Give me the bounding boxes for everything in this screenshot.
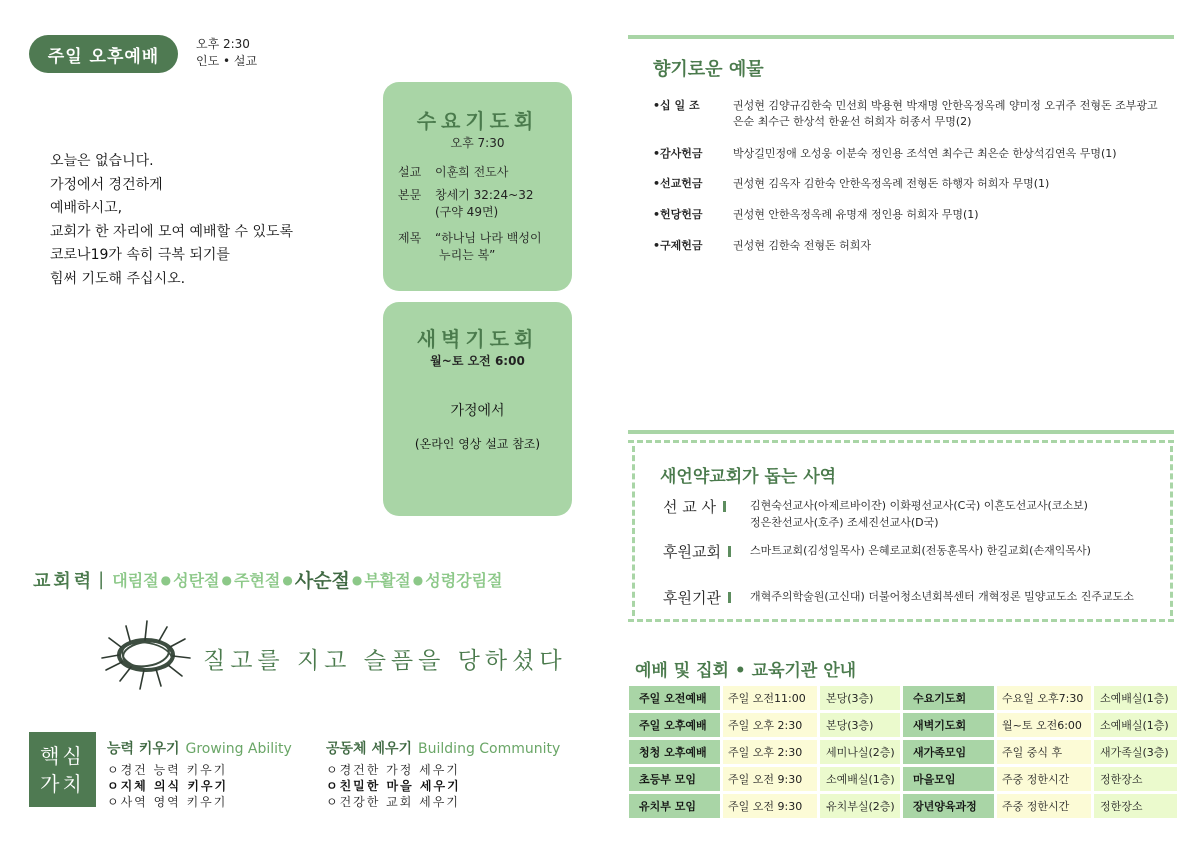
- season-christmas: 성탄절: [173, 571, 220, 590]
- offering-names: 권성현 안한옥정옥례 유명재 정인용 허희자 무명(1): [733, 208, 979, 221]
- mission-label: 후원기관: [663, 587, 750, 608]
- schedule-time: 주일 오전 9:30: [723, 767, 817, 791]
- core-value-item: ㅇ건강한 교회 세우기: [326, 795, 460, 809]
- bar-marker-icon: [728, 592, 731, 603]
- mission-row-churches: [663, 541, 1091, 562]
- schedule-time: 월~토 오전6:00: [997, 713, 1091, 737]
- core-value-item: ㅇ지체 의식 키우기: [107, 779, 229, 793]
- sunday-pm-info: [196, 36, 257, 70]
- wednesday-row-preacher: [398, 164, 508, 181]
- calendar-divider: |: [98, 569, 105, 590]
- mission-label: 선 교 사: [663, 496, 750, 517]
- notice-line: 코로나19가 속히 극복 되기를: [50, 247, 230, 263]
- missions-title: 새언약교회가 돕는 사역: [660, 467, 837, 487]
- offering-label: •헌당헌금: [653, 208, 703, 221]
- mission-names: 김현숙선교사(아제르바이잔) 이화평선교사(C국) 이흔도선교사(코소보): [750, 499, 1088, 512]
- row-label: 본문: [398, 188, 422, 202]
- section-divider: [628, 430, 1174, 434]
- schedule-name: 초등부 모임: [629, 767, 720, 791]
- dawn-time: 월~토 오전 6:00: [430, 354, 525, 368]
- schedule-place: 본당(3층): [820, 713, 900, 737]
- offering-names: 박상길민정애 오성웅 이분숙 정인용 조석연 최수근 최은순 한상석김연옥 무명(1): [733, 147, 1117, 160]
- sunday-pm-time: 오후 2:30: [196, 37, 250, 51]
- schedule-table: [629, 686, 1177, 818]
- schedule-name: 장년양육과정: [903, 794, 994, 818]
- bullet-dot-icon: ●: [221, 572, 232, 587]
- row-value: 창세기 32:24~32: [435, 188, 534, 202]
- schedule-place: 유치부실(2층): [820, 794, 900, 818]
- bullet-dot-icon: ●: [160, 572, 172, 587]
- core-value-item: ㅇ사역 영역 키우기: [107, 795, 228, 809]
- core-value-item: ㅇ경건 능력 키우기: [107, 763, 228, 777]
- sunday-pm-notice: [50, 150, 293, 291]
- offerings-title: 향기로운 예물: [653, 59, 764, 80]
- schedule-time: 주일 오전11:00: [723, 686, 817, 710]
- schedule-place: 본당(3층): [820, 686, 900, 710]
- offering-row-building: [653, 207, 1163, 223]
- dawn-note: (온라인 영상 설교 참조): [414, 437, 541, 451]
- schedule-time: 수요일 오후7:30: [997, 686, 1091, 710]
- core-values-box: [29, 732, 96, 807]
- dashed-border: [1170, 446, 1173, 616]
- row-value: “하나님 나라 백성이: [435, 231, 542, 245]
- season-advent: 대림절: [112, 571, 159, 590]
- core-values-label: 핵심: [40, 743, 85, 768]
- core-value-item: ㅇ경건한 가정 세우기: [326, 763, 460, 777]
- schedule-place: 소예배실(1층): [1094, 713, 1177, 737]
- heading-ko: 능력 키우기: [107, 741, 180, 757]
- dawn-title: 새벽기도회: [416, 327, 539, 351]
- wednesday-title: 수요기도회: [416, 109, 539, 133]
- core-value-heading: [107, 738, 292, 758]
- schedule-name: 유치부 모임: [629, 794, 720, 818]
- wednesday-time: 오후 7:30: [450, 136, 505, 150]
- core-value-item: ㅇ친밀한 마을 세우기: [326, 779, 461, 793]
- heading-ko: 공동체 세우기: [326, 741, 413, 757]
- offering-label: •선교헌금: [653, 177, 703, 190]
- schedule-time: 주일 오전 9:30: [723, 794, 817, 818]
- season-lent-current: 사순절: [294, 570, 350, 592]
- schedule-name: 주일 오전예배: [629, 686, 720, 710]
- calendar-label: 교회력: [33, 570, 95, 592]
- mission-row-missionaries: [663, 496, 1088, 531]
- mission-names: 정은찬선교사(호주) 조세진선교사(D국): [750, 516, 939, 529]
- mission-names: 스마트교회(김성일목사) 은혜로교회(전동훈목사) 한길교회(손재익목사): [750, 544, 1091, 557]
- schedule-place: 정한장소: [1094, 794, 1177, 818]
- season-epiphany: 주현절: [233, 571, 281, 590]
- lent-message: 질고를 지고 슬픔을 당하셨다: [203, 648, 567, 674]
- notice-line: 가정에서 경건하게: [50, 176, 163, 193]
- season-pentecost: 성령강림절: [425, 571, 503, 590]
- heading-en: Growing Ability: [185, 741, 292, 757]
- schedule-time: 주일 오후 2:30: [723, 740, 817, 764]
- core-value-heading: [326, 738, 560, 758]
- offering-row-tithe: [653, 98, 1163, 130]
- schedule-place: 소예배실(1층): [1094, 686, 1177, 710]
- wednesday-row-text: [398, 187, 534, 221]
- notice-line: 오늘은 없습니다.: [50, 153, 154, 169]
- offering-label: •십 일 조: [653, 99, 700, 112]
- offering-label: •구제헌금: [653, 239, 703, 252]
- offering-names: 권성현 김한숙 전형돈 허희자: [733, 239, 872, 252]
- offering-row-thanks: [653, 146, 1163, 162]
- row-value: (구약 49면): [435, 205, 499, 219]
- schedule-name: 수요기도회: [903, 686, 994, 710]
- mission-label: 후원교회: [663, 541, 750, 562]
- crown-of-thorns-icon: [100, 618, 192, 692]
- wednesday-prayer-box: [383, 82, 572, 291]
- dawn-prayer-box: [383, 302, 572, 516]
- core-value-group-community: [326, 738, 560, 810]
- dashed-border: [628, 440, 1174, 443]
- dashed-border: [632, 446, 635, 616]
- offering-row-mission: [653, 176, 1163, 192]
- row-label: 제목: [398, 231, 422, 245]
- schedule-place: 세미나실(2층): [820, 740, 900, 764]
- bullet-dot-icon: ●: [282, 572, 293, 587]
- schedule-name: 새가족모임: [903, 740, 994, 764]
- schedule-place: 정한장소: [1094, 767, 1177, 791]
- row-value: 누리는 복”: [439, 248, 496, 262]
- offering-row-relief: [653, 238, 1163, 254]
- notice-line: 힘써 기도해 주십시오.: [50, 270, 186, 287]
- section-divider: [628, 35, 1174, 39]
- bullet-dot-icon: ●: [351, 572, 363, 587]
- schedule-place: 새가족실(3층): [1094, 740, 1177, 764]
- schedule-name: 주일 오후예배: [629, 713, 720, 737]
- schedule-name: 마을모임: [903, 767, 994, 791]
- schedule-name: 청청 오후예배: [629, 740, 720, 764]
- sunday-pm-title-pill: 주일 오후예배: [29, 35, 178, 73]
- season-easter: 부활절: [364, 571, 411, 590]
- schedule-time: 주일 중식 후: [997, 740, 1091, 764]
- bar-marker-icon: [723, 501, 726, 512]
- schedule-title: 예배 및 집회 • 교육기관 안내: [635, 661, 857, 681]
- schedule-time: 주일 오후 2:30: [723, 713, 817, 737]
- schedule-time: 주중 정한시간: [997, 767, 1091, 791]
- church-calendar: [33, 566, 503, 593]
- row-value: 이훈희 전도사: [435, 165, 509, 179]
- notice-line: 예배하시고,: [50, 200, 123, 216]
- wednesday-row-title: [398, 230, 542, 264]
- sunday-pm-type: 인도 • 설교: [196, 54, 258, 68]
- bullet-dot-icon: ●: [412, 572, 424, 587]
- dashed-border: [628, 619, 1174, 622]
- dawn-place: 가정에서: [450, 403, 505, 419]
- row-label: 설교: [398, 165, 422, 179]
- schedule-name: 새벽기도회: [903, 713, 994, 737]
- offering-names: 권성현 김옥자 김한숙 안한옥정옥례 전형돈 하행자 허희자 무명(1): [733, 177, 1050, 190]
- notice-line: 교회가 한 자리에 모여 예배할 수 있도록: [50, 223, 294, 240]
- schedule-place: 소예배실(1층): [820, 767, 900, 791]
- bar-marker-icon: [728, 546, 731, 557]
- offering-names: 권성현 김양규김한숙 민선희 박용현 박재명 안한옥정옥례 양미정 오귀주 전형돈 조부광고은순 최수근 한상석 한윤선 허희자 허종서 무명(2): [733, 99, 1158, 128]
- mission-names: 개혁주의학술원(고신대) 더불어청소년회복센터 개혁정론 밀양교도소 진주교도소: [750, 590, 1134, 603]
- mission-row-institutions: [663, 587, 1134, 608]
- schedule-time: 주중 정한시간: [997, 794, 1091, 818]
- offering-label: •감사헌금: [653, 147, 703, 160]
- core-values-label: 가치: [40, 771, 85, 796]
- core-value-group-ability: [107, 738, 292, 810]
- heading-en: Building Community: [418, 741, 561, 757]
